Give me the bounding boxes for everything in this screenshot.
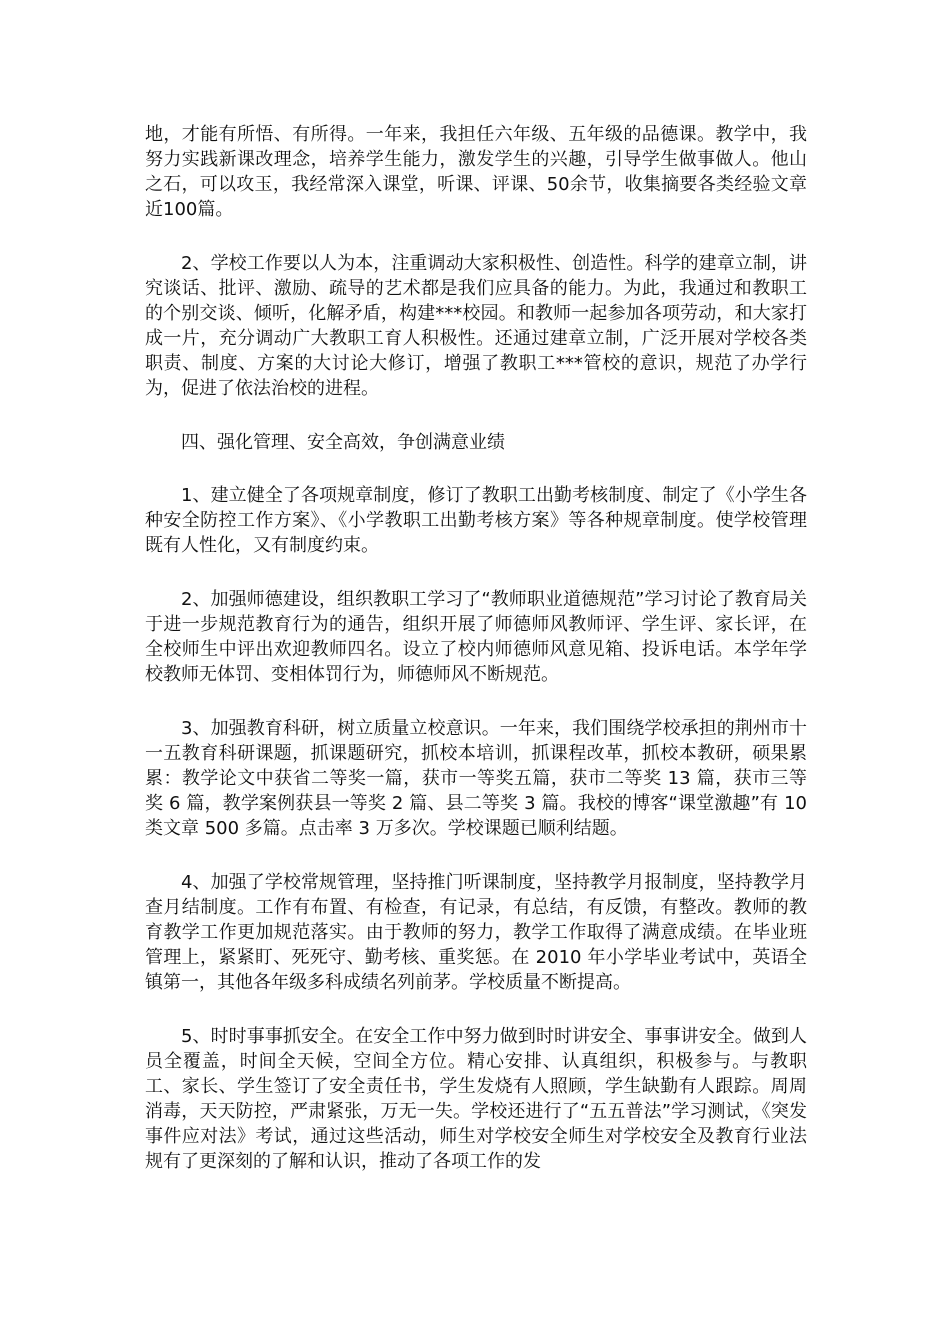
paragraph-continuation: 地，才能有所悟、有所得。一年来，我担任六年级、五年级的品德课。教学中，我努力实践新课改理念，培养学生能力，激发学生的兴趣，引导学生做事做人。他山之石，可以攻玉，我经常深入课堂，听课、评课、50余节，收集摘要各类经验文章近100篇。 xyxy=(145,124,807,220)
paragraph-item-4-management: 4、加强了学校常规管理，坚持推门听课制度，坚持教学月报制度，坚持教学月查月结制度。工作有布置、有检查，有记录，有总结，有反馈，有整改。教师的教育教学工作更加规范落实。由于教师的努力，教学工作取得了满意成绩。在毕业班管理上，紧紧盯、死死守、勤考核、重奖惩。在 2010 年小学毕业考试中，英语全镇第一，其他各年级多科成绩名列前茅。学校质量不断提高。 xyxy=(145,872,807,993)
paragraph-item-2-teacher-ethics: 2、加强师德建设，组织教职工学习了“教师职业道德规范”学习讨论了教育局关于进一步规范教育行为的通告，组织开展了师德师风教师评、学生评、家长评，在全校师生中评出欢迎教师四名。设立了校内师德师风意见箱、投诉电话。本学年学校教师无体罚、变相体罚行为，师德师风不断规范。 xyxy=(145,589,807,685)
paragraph-item-1-regulations: 1、建立健全了各项规章制度，修订了教职工出勤考核制度、制定了《小学生各种安全防控工作方案》、《小学教职工出勤考核方案》等各种规章制度。使学校管理既有人性化，又有制度约束。 xyxy=(145,485,807,556)
paragraph-item-5-safety: 5、时时事事抓安全。在安全工作中努力做到时时讲安全、事事讲安全。做到人员全覆盖，时间全天候，空间全方位。精心安排、认真组织，积极参与。与教职工、家长、学生签订了安全责任书，学生发烧有人照顾，学生缺勤有人跟踪。周周消毒，天天防控，严肃紧张，万无一失。学校还进行了“五五普法”学习测试，《突发事件应对法》考试，通过这些活动，师生对学校安全师生对学校安全及教育行业法规有了更深刻的了解和认识，推动了各项工作的发 xyxy=(145,1026,807,1172)
section-heading-four: 四、强化管理、安全高效，争创满意业绩 xyxy=(181,432,505,453)
paragraph-item-3-research: 3、加强教育科研，树立质量立校意识。一年来，我们围绕学校承担的荆州市十一五教育科研课题，抓课题研究，抓校本培训，抓课程改革，抓校本教研，硕果累累：教学论文中获省二等奖一篇，获市一等奖五篇，获市二等奖 13 篇，获市三等奖 6 篇，教学案例获县一等奖 2 篇、县二等奖 3 篇。我校的博客“课堂激趣”有 10 类文章 500 多篇。点击率 3 万多次。学校课题已顺利结题。 xyxy=(145,718,807,839)
paragraph-item-2-people-oriented: 2、学校工作要以人为本，注重调动大家积极性、创造性。科学的建章立制，讲究谈话、批评、激励、疏导的艺术都是我们应具备的能力。为此，我通过和教职工的个别交谈、倾听，化解矛盾，构建***校园。和教师一起参加各项劳动，和大家打成一片，充分调动广大教职工育人积极性。还通过建章立制，广泛开展对学校各类职责、制度、方案的大讨论大修订，增强了教职工***管校的意识，规范了办学行为，促进了依法治校的进程。 xyxy=(145,253,807,399)
document-page xyxy=(145,122,807,1203)
